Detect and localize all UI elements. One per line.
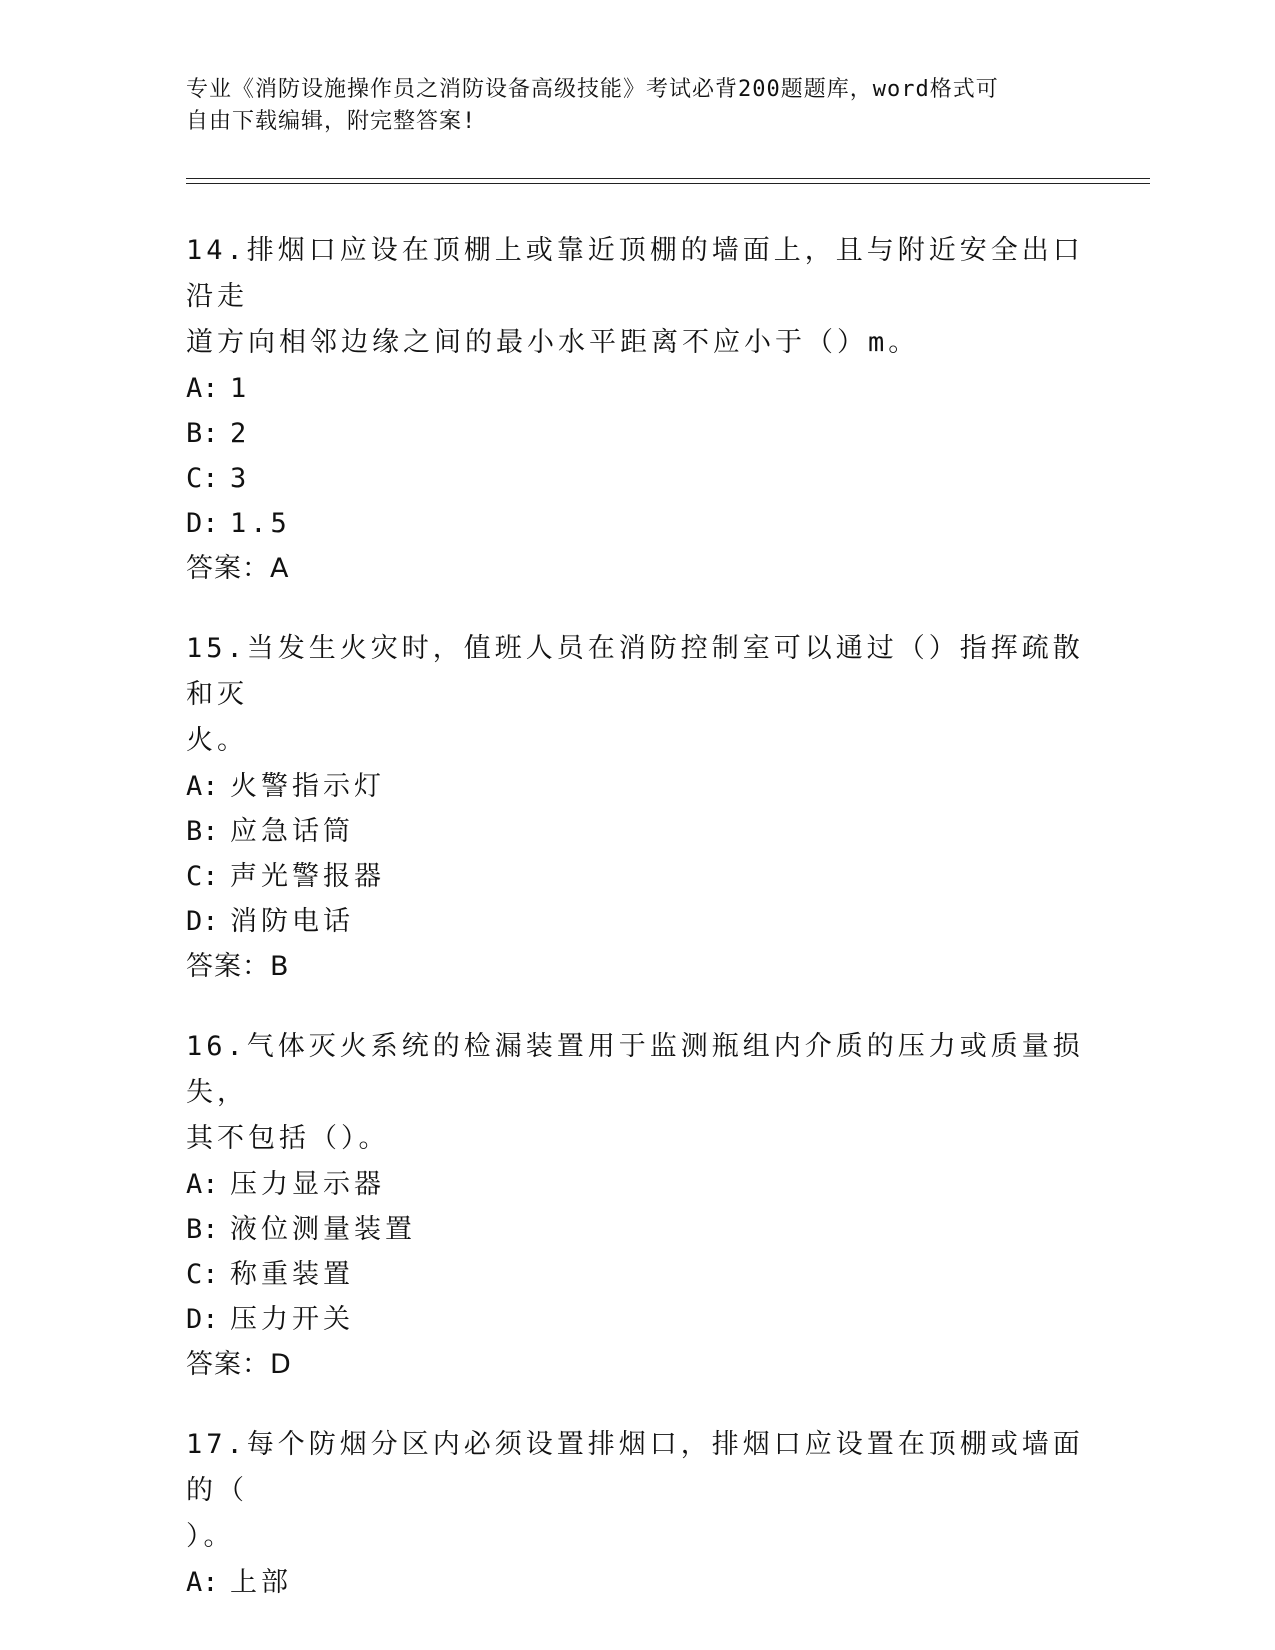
option-text: 1.5 — [230, 508, 291, 539]
option-a — [186, 764, 1086, 809]
question-stem-line-2: 其不包括（）。 — [186, 1123, 390, 1154]
option-key: D: — [186, 906, 219, 937]
question-stem-line-2: 道方向相邻边缘之间的最小水平距离不应小于（）m。 — [186, 327, 920, 358]
question-stem-line-1: 16.气体灭火系统的检漏装置用于监测瓶组内介质的压力或质量损失， — [186, 1031, 1084, 1108]
question-stem-line-1: 17.每个防烟分区内必须设置排烟口，排烟口应设置在顶棚或墙面的（ — [186, 1429, 1084, 1506]
option-d — [186, 899, 1086, 944]
question-17 — [186, 1422, 1086, 1605]
question-15 — [186, 626, 1086, 990]
question-list — [186, 228, 1086, 1639]
document-header — [186, 74, 1056, 138]
option-a — [186, 1162, 1086, 1207]
option-b — [186, 1207, 1086, 1252]
option-key: A: — [186, 771, 219, 802]
option-text: 上部 — [230, 1567, 292, 1598]
option-key: D: — [186, 1304, 219, 1335]
option-key: B: — [186, 418, 219, 449]
header-divider-bottom — [186, 183, 1150, 184]
header-divider-top — [186, 178, 1150, 179]
option-text: 液位测量装置 — [230, 1214, 416, 1245]
option-key: C: — [186, 1259, 219, 1290]
question-stem-line-2: 火。 — [186, 725, 248, 756]
option-key: B: — [186, 1214, 219, 1245]
option-text: 声光警报器 — [230, 861, 385, 892]
option-b — [186, 809, 1086, 854]
question-16 — [186, 1024, 1086, 1388]
question-14 — [186, 228, 1086, 592]
option-text: 压力显示器 — [230, 1169, 385, 1200]
option-c — [186, 854, 1086, 899]
option-text: 应急话筒 — [230, 816, 354, 847]
option-key: B: — [186, 816, 219, 847]
question-stem-line-1: 14.排烟口应设在顶棚上或靠近顶棚的墙面上，且与附近安全出口沿走 — [186, 235, 1084, 312]
option-key: A: — [186, 373, 219, 404]
option-d — [186, 1297, 1086, 1342]
answer-line: 答案：A — [186, 553, 290, 584]
option-text: 3 — [230, 463, 251, 494]
option-text: 2 — [230, 418, 251, 449]
option-d — [186, 501, 1086, 546]
option-key: D: — [186, 508, 219, 539]
option-a — [186, 1560, 1086, 1605]
option-c — [186, 1252, 1086, 1297]
question-stem-line-2: ）。 — [186, 1521, 235, 1552]
option-text: 1 — [230, 373, 251, 404]
header-line-1: 专业《消防设施操作员之消防设备高级技能》考试必背200题题库，word格式可 — [186, 77, 999, 102]
option-a — [186, 366, 1086, 411]
option-key: A: — [186, 1567, 219, 1598]
header-line-2: 自由下载编辑，附完整答案! — [186, 109, 477, 134]
option-key: C: — [186, 463, 219, 494]
option-b — [186, 411, 1086, 456]
option-key: A: — [186, 1169, 219, 1200]
answer-line: 答案：D — [186, 1349, 292, 1380]
option-text: 称重装置 — [230, 1259, 354, 1290]
option-text: 压力开关 — [230, 1304, 354, 1335]
option-text: 火警指示灯 — [230, 771, 385, 802]
option-key: C: — [186, 861, 219, 892]
option-text: 消防电话 — [230, 906, 354, 937]
question-stem-line-1: 15.当发生火灾时，值班人员在消防控制室可以通过（）指挥疏散和灭 — [186, 633, 1084, 710]
option-c — [186, 456, 1086, 501]
answer-line: 答案：B — [186, 951, 290, 982]
